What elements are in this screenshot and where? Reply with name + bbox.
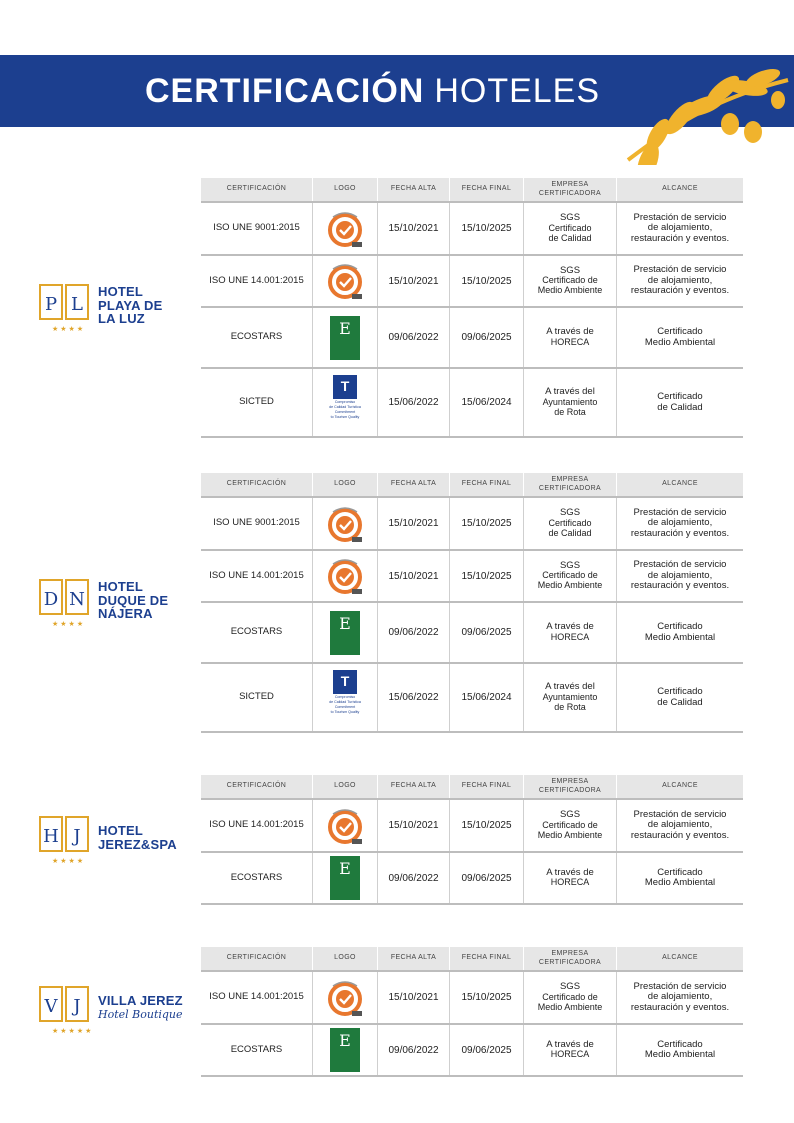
sicted-logo-icon — [322, 670, 368, 726]
alcance-line: restauración y eventos. — [630, 527, 730, 539]
hotel-name-line: HOTEL — [98, 284, 144, 300]
fecha-alta: 09/06/2022 — [378, 603, 450, 662]
hotel-brand — [38, 985, 198, 1030]
svg-text:H: H — [43, 826, 59, 847]
column-header: FECHA FINAL — [450, 178, 524, 201]
column-header: FECHA ALTA — [378, 178, 450, 201]
alcance-line: Certificado — [657, 866, 703, 878]
alcance-line: de alojamiento, — [647, 819, 713, 831]
alcance-line: Medio Ambiental — [644, 1049, 716, 1060]
column-header: FECHA ALTA — [378, 775, 450, 798]
hotel-monogram-icon — [38, 985, 92, 1030]
alcance-line: Prestación de servicio — [633, 506, 727, 518]
certification-name: ECOSTARS — [201, 1025, 313, 1075]
table-row — [201, 853, 743, 905]
column-header: CERTIFICACIÓN — [201, 947, 313, 970]
certification-logo — [313, 203, 378, 254]
column-header: ALCANCE — [662, 954, 698, 962]
alcance-line: Medio Ambiental — [644, 336, 716, 348]
alcance-line: de Calidad — [657, 696, 703, 708]
empresa-line: SGS — [559, 212, 581, 224]
svg-text:D: D — [43, 589, 59, 610]
hotel-name-line: LA LUZ — [98, 311, 145, 327]
alcance — [617, 498, 743, 549]
column-header: ALCANCE — [662, 782, 698, 790]
alcance-line: Certificado — [657, 391, 703, 403]
empresa-line: Ayuntamiento — [542, 691, 598, 702]
hotel-brand — [38, 283, 198, 328]
hotel-name-line: PLAYA DE — [98, 297, 163, 313]
alcance-line: Medio Ambiental — [644, 631, 716, 643]
empresa-line: Certificado de — [542, 570, 598, 581]
iso-certification-logo-icon — [325, 209, 365, 249]
alcance-line: Prestación de servicio — [633, 808, 727, 820]
empresa-line: HORECA — [550, 631, 590, 642]
sicted-caption: de Calidad Turística — [329, 404, 361, 409]
sicted-caption: Compromiso — [334, 399, 356, 404]
alcance-line: de alojamiento, — [647, 517, 713, 529]
certification-name: ISO UNE 14.001:2015 — [201, 551, 313, 601]
alcance-line: Certificado — [657, 326, 703, 338]
certification-logo — [313, 972, 378, 1023]
hotel-subtitle: Hotel Boutique — [98, 1007, 183, 1021]
table-row — [201, 203, 743, 256]
certification-logo — [313, 308, 378, 367]
table-row — [201, 1025, 743, 1077]
iso-certification-logo-icon — [325, 556, 365, 596]
hotel-monogram-icon — [38, 815, 92, 860]
column-header: FECHA ALTA — [378, 947, 450, 970]
certification-name: ECOSTARS — [201, 603, 313, 662]
svg-text:J: J — [73, 996, 81, 1017]
column-header: LOGO — [313, 473, 378, 496]
iso-certification-logo-icon — [325, 978, 365, 1018]
sicted-caption: de Calidad Turística — [329, 699, 361, 704]
fecha-alta: 15/06/2022 — [378, 369, 450, 436]
alcance — [617, 1025, 743, 1075]
empresa-certificadora — [524, 308, 617, 367]
empresa-line: A través del — [545, 681, 595, 693]
empresa-certificadora — [524, 972, 617, 1023]
fecha-alta: 09/06/2022 — [378, 853, 450, 903]
hotel-name — [98, 580, 168, 621]
certification-name: ISO UNE 9001:2015 — [201, 498, 313, 549]
empresa-certificadora — [524, 256, 617, 306]
fecha-alta: 15/10/2021 — [378, 972, 450, 1023]
hotel-logo — [38, 283, 198, 333]
hotel-name — [98, 994, 183, 1021]
fecha-final: 15/06/2024 — [450, 369, 524, 436]
svg-text:N: N — [69, 589, 85, 610]
empresa-line: Medio Ambiente — [537, 829, 603, 840]
certification-logo — [313, 800, 378, 851]
column-header: LOGO — [313, 178, 378, 201]
table-row — [201, 800, 743, 853]
empresa-certificadora — [524, 800, 617, 851]
empresa-line: Medio Ambiente — [537, 580, 603, 591]
alcance-line: Certificado — [657, 1038, 703, 1050]
sicted-emblem-icon: T — [333, 375, 357, 399]
fecha-final: 15/10/2025 — [450, 203, 524, 254]
certification-table — [201, 775, 743, 905]
fecha-final: 09/06/2025 — [450, 853, 524, 903]
hotel-stars: ★★★★★ — [52, 1028, 94, 1035]
empresa-certificadora — [524, 853, 617, 903]
hotel-name-line: VILLA JEREZ — [98, 993, 183, 1009]
certification-logo — [313, 498, 378, 549]
alcance-line: de alojamiento, — [647, 569, 713, 581]
empresa-certificadora — [524, 498, 617, 549]
svg-text:V: V — [44, 996, 58, 1017]
alcance-line: Prestación de servicio — [633, 211, 727, 223]
alcance — [617, 308, 743, 367]
hotel-monogram-icon — [38, 283, 92, 328]
alcance — [617, 972, 743, 1023]
alcance-line: restauración y eventos. — [630, 285, 730, 297]
empresa-line: A través de — [546, 621, 594, 633]
fecha-final: 15/10/2025 — [450, 256, 524, 306]
empresa-certificadora — [524, 203, 617, 254]
empresa-line: SGS — [559, 264, 581, 276]
olive-branch-icon — [618, 40, 794, 165]
certification-table — [201, 178, 743, 438]
empresa-certificadora — [524, 551, 617, 601]
certification-name: ECOSTARS — [201, 853, 313, 903]
column-header: EMPRESA CERTIFICADORA — [524, 178, 617, 201]
certification-name: ISO UNE 14.001:2015 — [201, 972, 313, 1023]
alcance-line: restauración y eventos. — [630, 232, 730, 244]
alcance-line: restauración y eventos. — [630, 580, 730, 592]
fecha-alta: 09/06/2022 — [378, 308, 450, 367]
fecha-final: 09/06/2025 — [450, 1025, 524, 1075]
sicted-caption: to Tourism Quality — [330, 710, 360, 715]
hotel-name-line: JEREZ&SPA — [98, 836, 177, 852]
column-header: EMPRESA CERTIFICADORA — [524, 473, 617, 496]
table-row — [201, 664, 743, 733]
certification-logo — [313, 853, 378, 903]
fecha-alta: 15/10/2021 — [378, 551, 450, 601]
certification-name: ECOSTARS — [201, 308, 313, 367]
column-header: FECHA ALTA — [378, 473, 450, 496]
empresa-line: SGS — [559, 507, 581, 519]
alcance-line: restauración y eventos. — [630, 1001, 730, 1013]
empresa-line: de Calidad — [548, 527, 592, 538]
table-header — [201, 775, 743, 800]
certification-name: SICTED — [201, 369, 313, 436]
empresa-line: Medio Ambiente — [537, 1001, 603, 1012]
certification-table — [201, 947, 743, 1077]
alcance — [617, 800, 743, 851]
empresa-line: Certificado de — [542, 991, 598, 1002]
fecha-alta: 15/10/2021 — [378, 800, 450, 851]
empresa-line: A través de — [546, 326, 594, 338]
table-header — [201, 947, 743, 972]
empresa-line: Certificado de — [542, 819, 598, 830]
fecha-alta: 15/10/2021 — [378, 256, 450, 306]
hotel-name-line: HOTEL — [98, 822, 144, 838]
column-header: EMPRESA CERTIFICADORA — [524, 775, 617, 798]
iso-certification-logo-icon — [325, 261, 365, 301]
table-row — [201, 498, 743, 551]
sicted-caption: Commitment — [334, 410, 356, 415]
column-header: EMPRESA CERTIFICADORA — [524, 947, 617, 970]
hotel-name-line: DUQUE DE — [98, 592, 169, 608]
fecha-alta: 15/06/2022 — [378, 664, 450, 731]
empresa-line: de Rota — [554, 406, 586, 417]
certification-name: ISO UNE 9001:2015 — [201, 203, 313, 254]
sicted-emblem-icon: T — [333, 670, 357, 694]
column-header: FECHA FINAL — [450, 473, 524, 496]
alcance-line: restauración y eventos. — [630, 829, 730, 841]
fecha-alta: 15/10/2021 — [378, 498, 450, 549]
fecha-final: 15/10/2025 — [450, 800, 524, 851]
alcance — [617, 853, 743, 903]
certification-logo — [313, 369, 378, 436]
iso-certification-logo-icon — [325, 806, 365, 846]
column-header: CERTIFICACIÓN — [201, 178, 313, 201]
alcance-line: de Calidad — [657, 401, 703, 413]
empresa-line: Certificado — [548, 517, 592, 528]
table-row — [201, 603, 743, 664]
svg-text:P: P — [44, 294, 58, 315]
hotel-name — [98, 824, 177, 851]
table-header — [201, 178, 743, 203]
certification-logo — [313, 664, 378, 731]
page-title-bold: CERTIFICACIÓN — [145, 72, 425, 110]
empresa-certificadora — [524, 369, 617, 436]
column-header: CERTIFICACIÓN — [201, 775, 313, 798]
empresa-certificadora — [524, 603, 617, 662]
certification-logo — [313, 256, 378, 306]
empresa-line: SGS — [559, 809, 581, 821]
hotel-logo — [38, 578, 198, 628]
empresa-certificadora — [524, 664, 617, 731]
fecha-alta: 09/06/2022 — [378, 1025, 450, 1075]
alcance — [617, 256, 743, 306]
column-header: LOGO — [313, 775, 378, 798]
empresa-line: A través del — [545, 386, 595, 398]
alcance-line: de alojamiento, — [647, 991, 713, 1003]
column-header: ALCANCE — [662, 185, 698, 193]
empresa-line: de Rota — [554, 701, 586, 712]
hotel-brand — [38, 815, 198, 860]
hotel-brand — [38, 578, 198, 623]
iso-certification-logo-icon — [325, 504, 365, 544]
empresa-certificadora — [524, 1025, 617, 1075]
empresa-line: de Calidad — [548, 232, 592, 243]
table-header — [201, 473, 743, 498]
empresa-line: SGS — [559, 559, 581, 571]
ecostars-logo-icon: E — [330, 316, 360, 360]
table-row — [201, 972, 743, 1025]
empresa-line: Ayuntamiento — [542, 396, 598, 407]
ecostars-logo-icon: E — [330, 1028, 360, 1072]
alcance — [617, 203, 743, 254]
page-title — [145, 72, 600, 111]
ecostars-logo-icon: E — [330, 856, 360, 900]
svg-text:J: J — [73, 826, 81, 847]
empresa-line: HORECA — [550, 1049, 590, 1060]
table-row — [201, 256, 743, 308]
alcance-line: Certificado — [657, 621, 703, 633]
certification-name: ISO UNE 14.001:2015 — [201, 256, 313, 306]
empresa-line: Certificado — [548, 222, 592, 233]
certification-logo — [313, 1025, 378, 1075]
hotel-name — [98, 285, 162, 326]
column-header: LOGO — [313, 947, 378, 970]
fecha-final: 09/06/2025 — [450, 308, 524, 367]
alcance — [617, 551, 743, 601]
empresa-line: Certificado de — [542, 275, 598, 286]
fecha-alta: 15/10/2021 — [378, 203, 450, 254]
sicted-logo-icon — [322, 375, 368, 431]
sicted-caption: Commitment — [334, 705, 356, 710]
fecha-final: 15/10/2025 — [450, 972, 524, 1023]
table-row — [201, 308, 743, 369]
table-row — [201, 551, 743, 603]
empresa-line: A través de — [546, 1038, 594, 1050]
certification-logo — [313, 603, 378, 662]
ecostars-logo-icon: E — [330, 611, 360, 655]
alcance — [617, 664, 743, 731]
table-row — [201, 369, 743, 438]
certification-name: ISO UNE 14.001:2015 — [201, 800, 313, 851]
column-header: FECHA FINAL — [450, 947, 524, 970]
hotel-logo — [38, 985, 198, 1035]
hotel-stars: ★★★★ — [52, 621, 86, 628]
fecha-final: 15/10/2025 — [450, 551, 524, 601]
alcance-line: Certificado — [657, 686, 703, 698]
column-header: CERTIFICACIÓN — [201, 473, 313, 496]
alcance-line: de alojamiento, — [647, 222, 713, 234]
page-title-light: HOTELES — [434, 72, 601, 110]
fecha-final: 15/06/2024 — [450, 664, 524, 731]
hotel-stars: ★★★★ — [52, 858, 86, 865]
sicted-caption: Compromiso — [334, 694, 356, 699]
alcance-line: Prestación de servicio — [633, 980, 727, 992]
hotel-monogram-icon — [38, 578, 92, 623]
column-header: ALCANCE — [662, 480, 698, 488]
hotel-logo — [38, 815, 198, 865]
certification-name: SICTED — [201, 664, 313, 731]
fecha-final: 09/06/2025 — [450, 603, 524, 662]
hotel-name-line: NÁJERA — [98, 606, 153, 622]
alcance-line: de alojamiento, — [647, 274, 713, 286]
alcance-line: Prestación de servicio — [633, 559, 727, 571]
certification-logo — [313, 551, 378, 601]
hotel-stars: ★★★★ — [52, 326, 86, 333]
column-header: FECHA FINAL — [450, 775, 524, 798]
empresa-line: SGS — [559, 981, 581, 993]
alcance — [617, 603, 743, 662]
alcance — [617, 369, 743, 436]
hotel-name-line: HOTEL — [98, 579, 144, 595]
alcance-line: Prestación de servicio — [633, 264, 727, 276]
empresa-line: HORECA — [550, 877, 590, 888]
empresa-line: A través de — [546, 866, 594, 878]
certification-table — [201, 473, 743, 733]
fecha-final: 15/10/2025 — [450, 498, 524, 549]
sicted-caption: to Tourism Quality — [330, 415, 360, 420]
alcance-line: Medio Ambiental — [644, 877, 716, 888]
empresa-line: HORECA — [550, 336, 590, 347]
svg-text:L: L — [71, 294, 83, 315]
empresa-line: Medio Ambiente — [537, 285, 603, 296]
